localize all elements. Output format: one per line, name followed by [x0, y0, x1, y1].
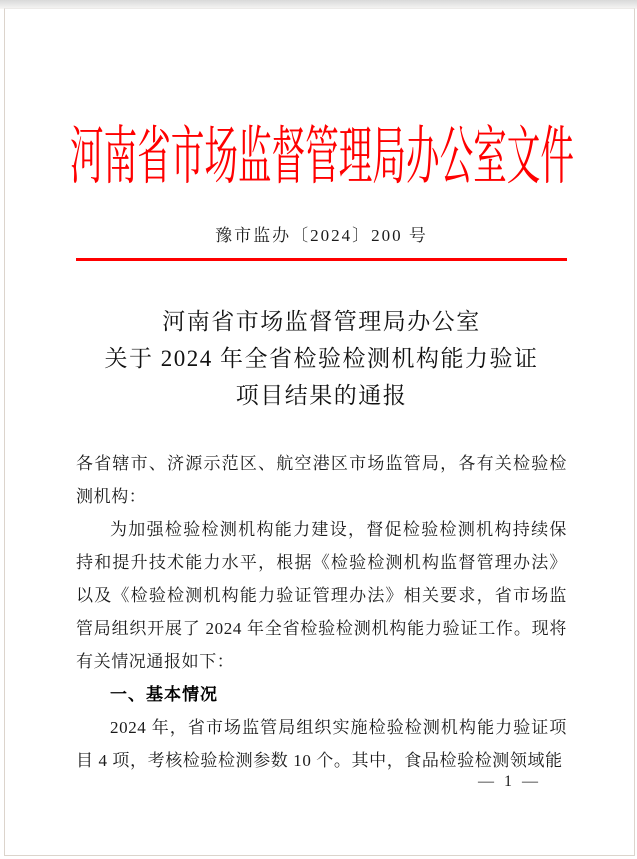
section-1-paragraph: 2024 年，省市场监管局组织实施检验检测机构能力验证项目 4 项，考核检验检测参数 10 个。其中，食品检验检测领域能 [76, 718, 567, 770]
banner-title-text: 河南省市场监督管理局办公室文件 [69, 122, 574, 192]
intro-paragraph: 为加强检验检测机构能力建设，督促检验检测机构持续保持和提升技术能力水平，根据《检验检测机构监督管理办法》以及《检验检测机构能力验证管理办法》相关要求，省市场监管局组织开展了 2024 年全省检验检测机构能力验证工作。现将有关情况通报如下： [76, 520, 567, 671]
title-line-2: 关于 2024 年全省检验检测机构能力验证 [104, 346, 539, 371]
title-line-3: 项目结果的通报 [235, 383, 408, 408]
page-number: — 1 — [478, 773, 541, 790]
red-divider-line [76, 258, 567, 261]
document-banner [69, 121, 574, 193]
section-1-heading: 一、基本情况 [110, 685, 218, 704]
title-line-1: 河南省市场监督管理局办公室 [162, 309, 481, 334]
salutation-paragraph: 各省辖市、济源示范区、航空港区市场监管局，各有关检验检测机构： [76, 454, 567, 506]
document-title [76, 303, 567, 414]
document-page [4, 8, 635, 856]
document-number: 豫市监办〔2024〕200 号 [215, 226, 428, 245]
document-body [76, 447, 567, 777]
